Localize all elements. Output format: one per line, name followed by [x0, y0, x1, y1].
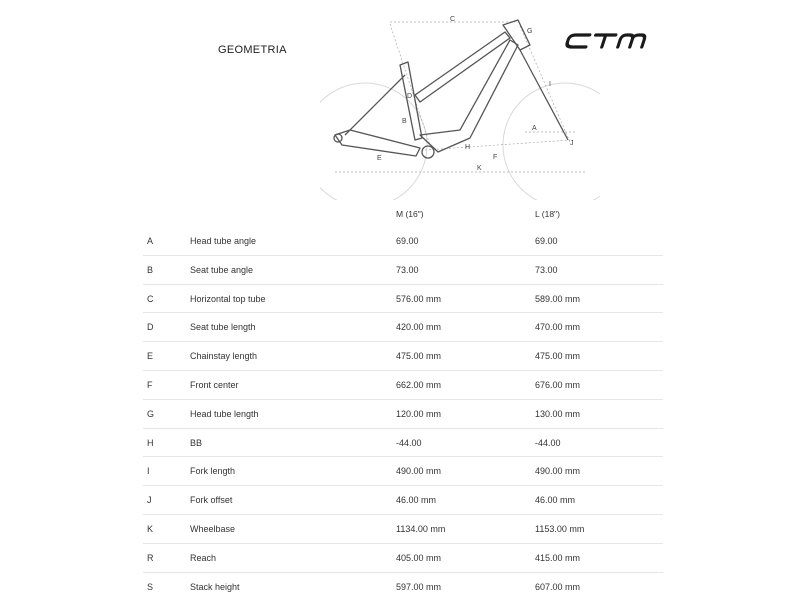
table-row [143, 515, 663, 544]
bike-frame [334, 20, 568, 158]
table-row [143, 371, 663, 400]
table-row [143, 227, 663, 256]
column-header-m: M (16") [396, 209, 424, 219]
row-code: E [147, 351, 154, 362]
row-value-m: 1134.00 mm [396, 523, 446, 534]
row-code: I [147, 466, 150, 477]
row-name: Seat tube angle [190, 264, 254, 275]
label-e: E [377, 155, 382, 162]
row-code: A [147, 236, 154, 246]
front-wheel [503, 83, 600, 200]
row-name: Fork length [190, 466, 236, 477]
table-row [143, 457, 663, 486]
label-c: C [450, 16, 456, 23]
row-value-l: 415.00 mm [535, 552, 581, 563]
row-value-m: 490.00 mm [396, 466, 442, 477]
label-j: J [570, 140, 574, 147]
row-name: Head tube length [190, 408, 259, 419]
row-name: Reach [190, 552, 217, 563]
row-value-l: 1153.00 mm [535, 523, 585, 534]
label-h: H [465, 144, 471, 151]
table-row [143, 544, 663, 573]
table-row [143, 429, 663, 458]
label-g: G [527, 28, 533, 35]
row-value-m: 576.00 mm [396, 293, 442, 304]
label-k: K [477, 165, 482, 172]
row-value-l: 130.00 mm [535, 408, 581, 419]
row-value-l: 470.00 mm [535, 322, 581, 333]
table-row [143, 573, 663, 600]
row-code: H [147, 437, 154, 448]
row-code: S [147, 581, 154, 592]
row-name: Front center [190, 379, 239, 390]
row-value-l: 475.00 mm [535, 351, 581, 362]
table-row [143, 342, 663, 371]
row-code: G [147, 408, 155, 419]
row-code: C [147, 293, 154, 304]
label-i: I [549, 81, 551, 88]
row-value-m: 405.00 mm [396, 552, 442, 563]
row-value-l: 73.00 [535, 264, 558, 275]
row-name: BB [190, 437, 203, 448]
row-value-m: 475.00 mm [396, 351, 442, 362]
row-value-m: 120.00 mm [396, 408, 442, 419]
column-header-l: L (18") [535, 209, 560, 219]
row-value-l: 490.00 mm [535, 466, 581, 477]
row-value-m: 69.00 [396, 236, 419, 246]
geometry-table [143, 227, 663, 600]
row-value-l: 607.00 mm [535, 581, 581, 592]
row-code: D [147, 322, 154, 333]
row-value-m: 73.00 [396, 264, 419, 275]
row-name: Seat tube length [190, 322, 256, 333]
row-name: Stack height [190, 581, 240, 592]
bike-geometry-diagram [320, 10, 600, 200]
table-row [143, 313, 663, 342]
table-row [143, 400, 663, 429]
row-code: J [147, 495, 152, 506]
row-code: B [147, 264, 154, 275]
row-name: Wheelbase [190, 523, 236, 534]
row-name: Fork offset [190, 495, 233, 506]
row-name: Head tube angle [190, 236, 257, 246]
row-code: F [147, 379, 153, 390]
row-value-l: 676.00 mm [535, 379, 581, 390]
label-f: F [493, 154, 498, 161]
row-value-l: 589.00 mm [535, 293, 581, 304]
row-value-m: 46.00 mm [396, 495, 437, 506]
row-name: Chainstay length [190, 351, 258, 362]
row-code: K [147, 523, 154, 534]
page-title: GEOMETRIA [218, 44, 287, 56]
label-d: D [407, 93, 413, 100]
row-value-m: 662.00 mm [396, 379, 442, 390]
row-value-m: 420.00 mm [396, 322, 442, 333]
row-value-l: -44.00 [535, 437, 561, 448]
row-code: R [147, 552, 154, 563]
label-b: B [402, 118, 407, 125]
row-value-l: 46.00 mm [535, 495, 576, 506]
table-row [143, 285, 663, 314]
table-row [143, 486, 663, 515]
row-value-m: -44.00 [396, 437, 422, 448]
label-a: A [532, 125, 537, 132]
row-value-m: 597.00 mm [396, 581, 442, 592]
row-name: Horizontal top tube [190, 293, 266, 304]
row-value-l: 69.00 [535, 236, 558, 246]
table-row [143, 256, 663, 285]
